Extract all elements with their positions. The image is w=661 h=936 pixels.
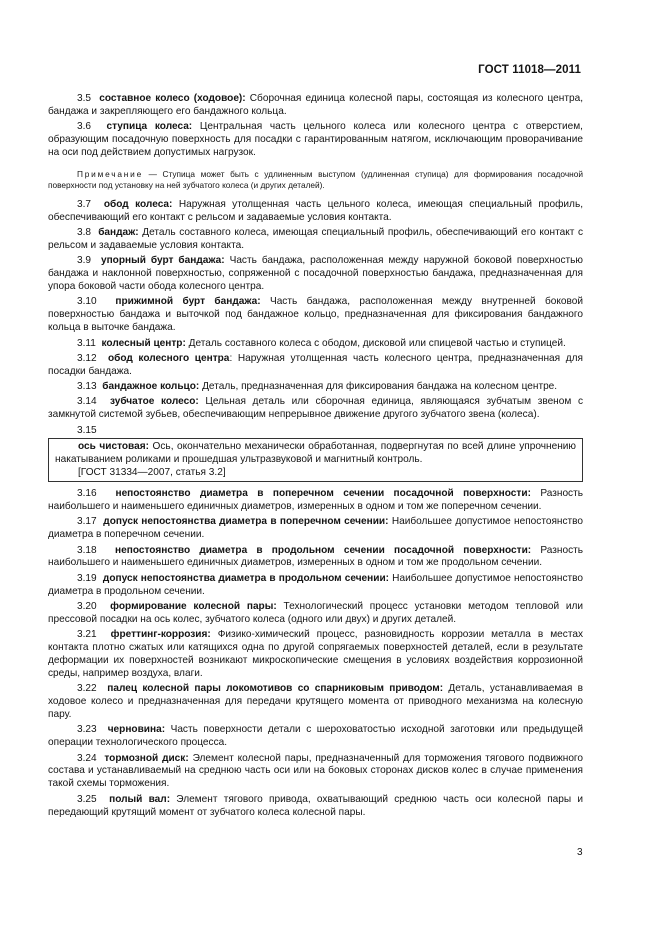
definition-term: прижимной бурт бандажа:: [115, 296, 261, 308]
definition-text: Деталь, устанавливаемая в ходовое колесо и предназначенная для передачи крутящего момента от приводного механизма на колесную пару.: [48, 683, 584, 721]
definition-item: [48, 199, 583, 225]
definition-number: 3.17: [77, 516, 97, 528]
framed-term: ось чистовая:: [78, 441, 149, 453]
definition-number: 3.23: [77, 724, 97, 736]
definition-text: Физико-химический процесс, разновидность коррозии металла в местах контакта плотно сжатых или катящихся одна по другой сопрягаемых поверхностей деталей, если в результате деформации их поверхностей возникают микроскопические смещения в условиях воздействия коррозионной среды, например воздуха, влаги.: [48, 629, 583, 679]
definition-item: [48, 488, 583, 514]
definition-text: Элемент тягового привода, охватывающий среднюю часть оси колесной пары и передающий крутящий момент от зубчатого колеса колесной пары.: [48, 793, 584, 818]
definition-text: Наружная утолщенная часть цельного колеса, имеющая специальный профиль, обеспечивающий его контакт с рельсом и задаваемые условия контакта.: [48, 198, 584, 223]
note-text: — Ступица может быть с удлиненным выступом (удлиненная ступица) для формирования посадочной поверхности под установку на ней зубчатого колеса (и других деталей).: [48, 168, 583, 190]
definition-text: Разность наибольшего и наименьшего единичных диаметров, измеренных в одном и том же поперечном сечении.: [48, 488, 583, 513]
definition-text: Часть бандажа, расположенная между внутренней боковой поверхностью бандажа и выточкой под бандажное кольцо, предназначенная для фиксирования бандажного кольца в выточке бандажа.: [48, 296, 584, 334]
definition-term: фреттинг-коррозия:: [110, 629, 211, 641]
definition-item: [48, 724, 583, 750]
definition-text: Деталь составного колеса с ободом, дисковой или спицевой частью и ступицей.: [188, 337, 566, 349]
definition-number: 3.21: [77, 629, 97, 641]
definition-item: [48, 353, 583, 379]
definition-number: 3.11: [77, 337, 96, 349]
definition-item: [48, 121, 583, 160]
definition-item: [48, 545, 583, 571]
definition-text: Часть бандажа, расположенная между наружной боковой поверхностью бандажа и наклонной поверхностью, сопряженной с посадочной поверхностью бандажа, предназначенная для упора боковой части обода колесного центра.: [48, 255, 584, 293]
definition-number: 3.16: [77, 488, 97, 500]
definition-number: 3.20: [77, 600, 97, 612]
definition-item: [48, 227, 583, 253]
definition-term: упорный бурт бандажа:: [100, 255, 225, 267]
definition-term: бандаж:: [98, 227, 139, 239]
definition-text: Цельная деталь или сборочная единица, являющаяся зубчатым звеном с замкнутой системой зубьев, обеспечивающим непрерывное движение другого зубчатого звена (колеса).: [48, 396, 583, 421]
definition-item: [48, 794, 583, 820]
definition-item: [48, 296, 583, 335]
definitions-list-bottom: [48, 488, 583, 819]
definition-item: [48, 516, 583, 542]
definition-number: 3.24: [77, 752, 97, 764]
definition-term: составное колесо (ходовое):: [99, 93, 246, 104]
definition-number: 3.7: [77, 198, 92, 210]
definition-item: [48, 629, 583, 681]
definition-item: [48, 683, 583, 722]
definition-number: 3.13: [77, 381, 97, 393]
definitions-list-top: [48, 93, 583, 160]
definition-term: обод колеса:: [103, 198, 173, 210]
definition-text: Технологический процесс установки методом тепловой или прессовой посадки на ось колес, зубчатого колеса (одного или двух) и других деталей.: [48, 600, 584, 625]
definition-term: формирование колесной пары:: [110, 600, 277, 612]
definition-term: обод колесного центра: [107, 352, 230, 364]
definition-term: палец колесной пары локомотивов со спарниковым приводом:: [107, 683, 444, 695]
framed-item-number: 3.15: [77, 424, 97, 436]
definition-term: бандажное кольцо:: [102, 381, 200, 393]
document-body: [48, 93, 583, 822]
definition-text: Часть поверхности детали с шероховатостью исходной заготовки или предыдущей операции технологического процесса.: [48, 724, 583, 749]
definition-number: 3.9: [77, 255, 92, 267]
definition-item: [48, 396, 583, 422]
note-label: Примечание: [77, 168, 144, 179]
definition-text: Разность наибольшего и наименьшего единичных диаметров, измеренных в одном и том же продольном сечении.: [48, 544, 584, 569]
definition-number: 3.6: [77, 121, 92, 133]
definition-term: тормозной диск:: [104, 752, 189, 764]
definition-item: [48, 338, 583, 351]
definition-term: зубчатое колесо:: [109, 396, 199, 408]
definition-term: ступица колеса:: [106, 121, 193, 133]
definition-number: 3.22: [77, 683, 97, 695]
definition-text: Деталь составного колеса, имеющая специальный профиль, обеспечивающий его контакт с рельсом и задаваемые условия контакта.: [48, 227, 584, 252]
definition-text: Деталь, предназначенная для фиксирования бандажа на колесном центре.: [202, 381, 558, 393]
definition-number: 3.25: [77, 793, 97, 805]
definition-term: допуск непостоянства диаметра в поперечном сечении:: [103, 516, 389, 528]
definition-item: [48, 93, 583, 119]
standard-header: ГОСТ 11018—2011: [478, 64, 581, 76]
definition-term: непостоянство диаметра в продольном сечении посадочной поверхности:: [115, 544, 532, 556]
definition-text: Элемент колесной пары, предназначенный для торможения тягового подвижного состава и устанавливаемый на среднюю часть оси или на боковых сторонах дисков колес в случае применения такой схемы торможения.: [48, 752, 584, 790]
definitions-list-middle: [48, 199, 583, 422]
definition-term: допуск непостоянства диаметра в продольном сечении:: [102, 572, 390, 584]
definition-item: [48, 601, 583, 627]
framed-definition-box: [48, 438, 583, 482]
definition-term: полый вал:: [109, 793, 171, 805]
definition-number: 3.19: [77, 572, 97, 584]
definition-item: [48, 255, 583, 294]
definition-item: [48, 381, 583, 394]
definition-term: черновина:: [107, 724, 166, 736]
note: [48, 169, 583, 191]
definition-term: колесный центр:: [101, 337, 186, 349]
definition-number: 3.18: [77, 544, 97, 556]
definition-text: Наибольшее допустимое непостоянство диаметра в поперечном сечении.: [48, 516, 584, 541]
definition-text: Центральная часть цельного колеса или колесного центра с отверстием, образующим посадочную поверхность для посадки с гарантированным натягом, исключающим проворачивание на оси под действием допустимых нагрузок.: [48, 121, 583, 159]
definition-text: : Наружная утолщенная часть колесного центра, предназначенная для посадки бандажа.: [48, 352, 584, 377]
page-number: 3: [577, 847, 583, 858]
definition-item: [48, 573, 583, 599]
framed-text: Ось, окончательно механически обработанная, подвергнутая по всей длине упрочнению накатыванием роликами и прошедшая ультразвуковой и магнитный контроль.: [55, 441, 576, 466]
definition-number: 3.8: [77, 227, 92, 239]
definition-term: непостоянство диаметра в поперечном сечении посадочной поверхности:: [115, 488, 531, 500]
definition-number: 3.10: [77, 296, 97, 308]
definition-item: [48, 753, 583, 792]
definition-number: 3.5: [77, 93, 92, 104]
framed-reference: [ГОСТ 31334—2007, статья 3.2]: [78, 467, 226, 479]
definition-number: 3.12: [77, 352, 97, 364]
definition-text: Наибольшее допустимое непостоянство диаметра в продольном сечении.: [48, 572, 584, 597]
framed-definition: [55, 441, 576, 467]
definition-number: 3.14: [77, 396, 97, 408]
definition-text: Сборочная единица колесной пары, состоящая из колесного центра, бандажа и закрепляющего его бандажного кольца.: [48, 93, 583, 117]
